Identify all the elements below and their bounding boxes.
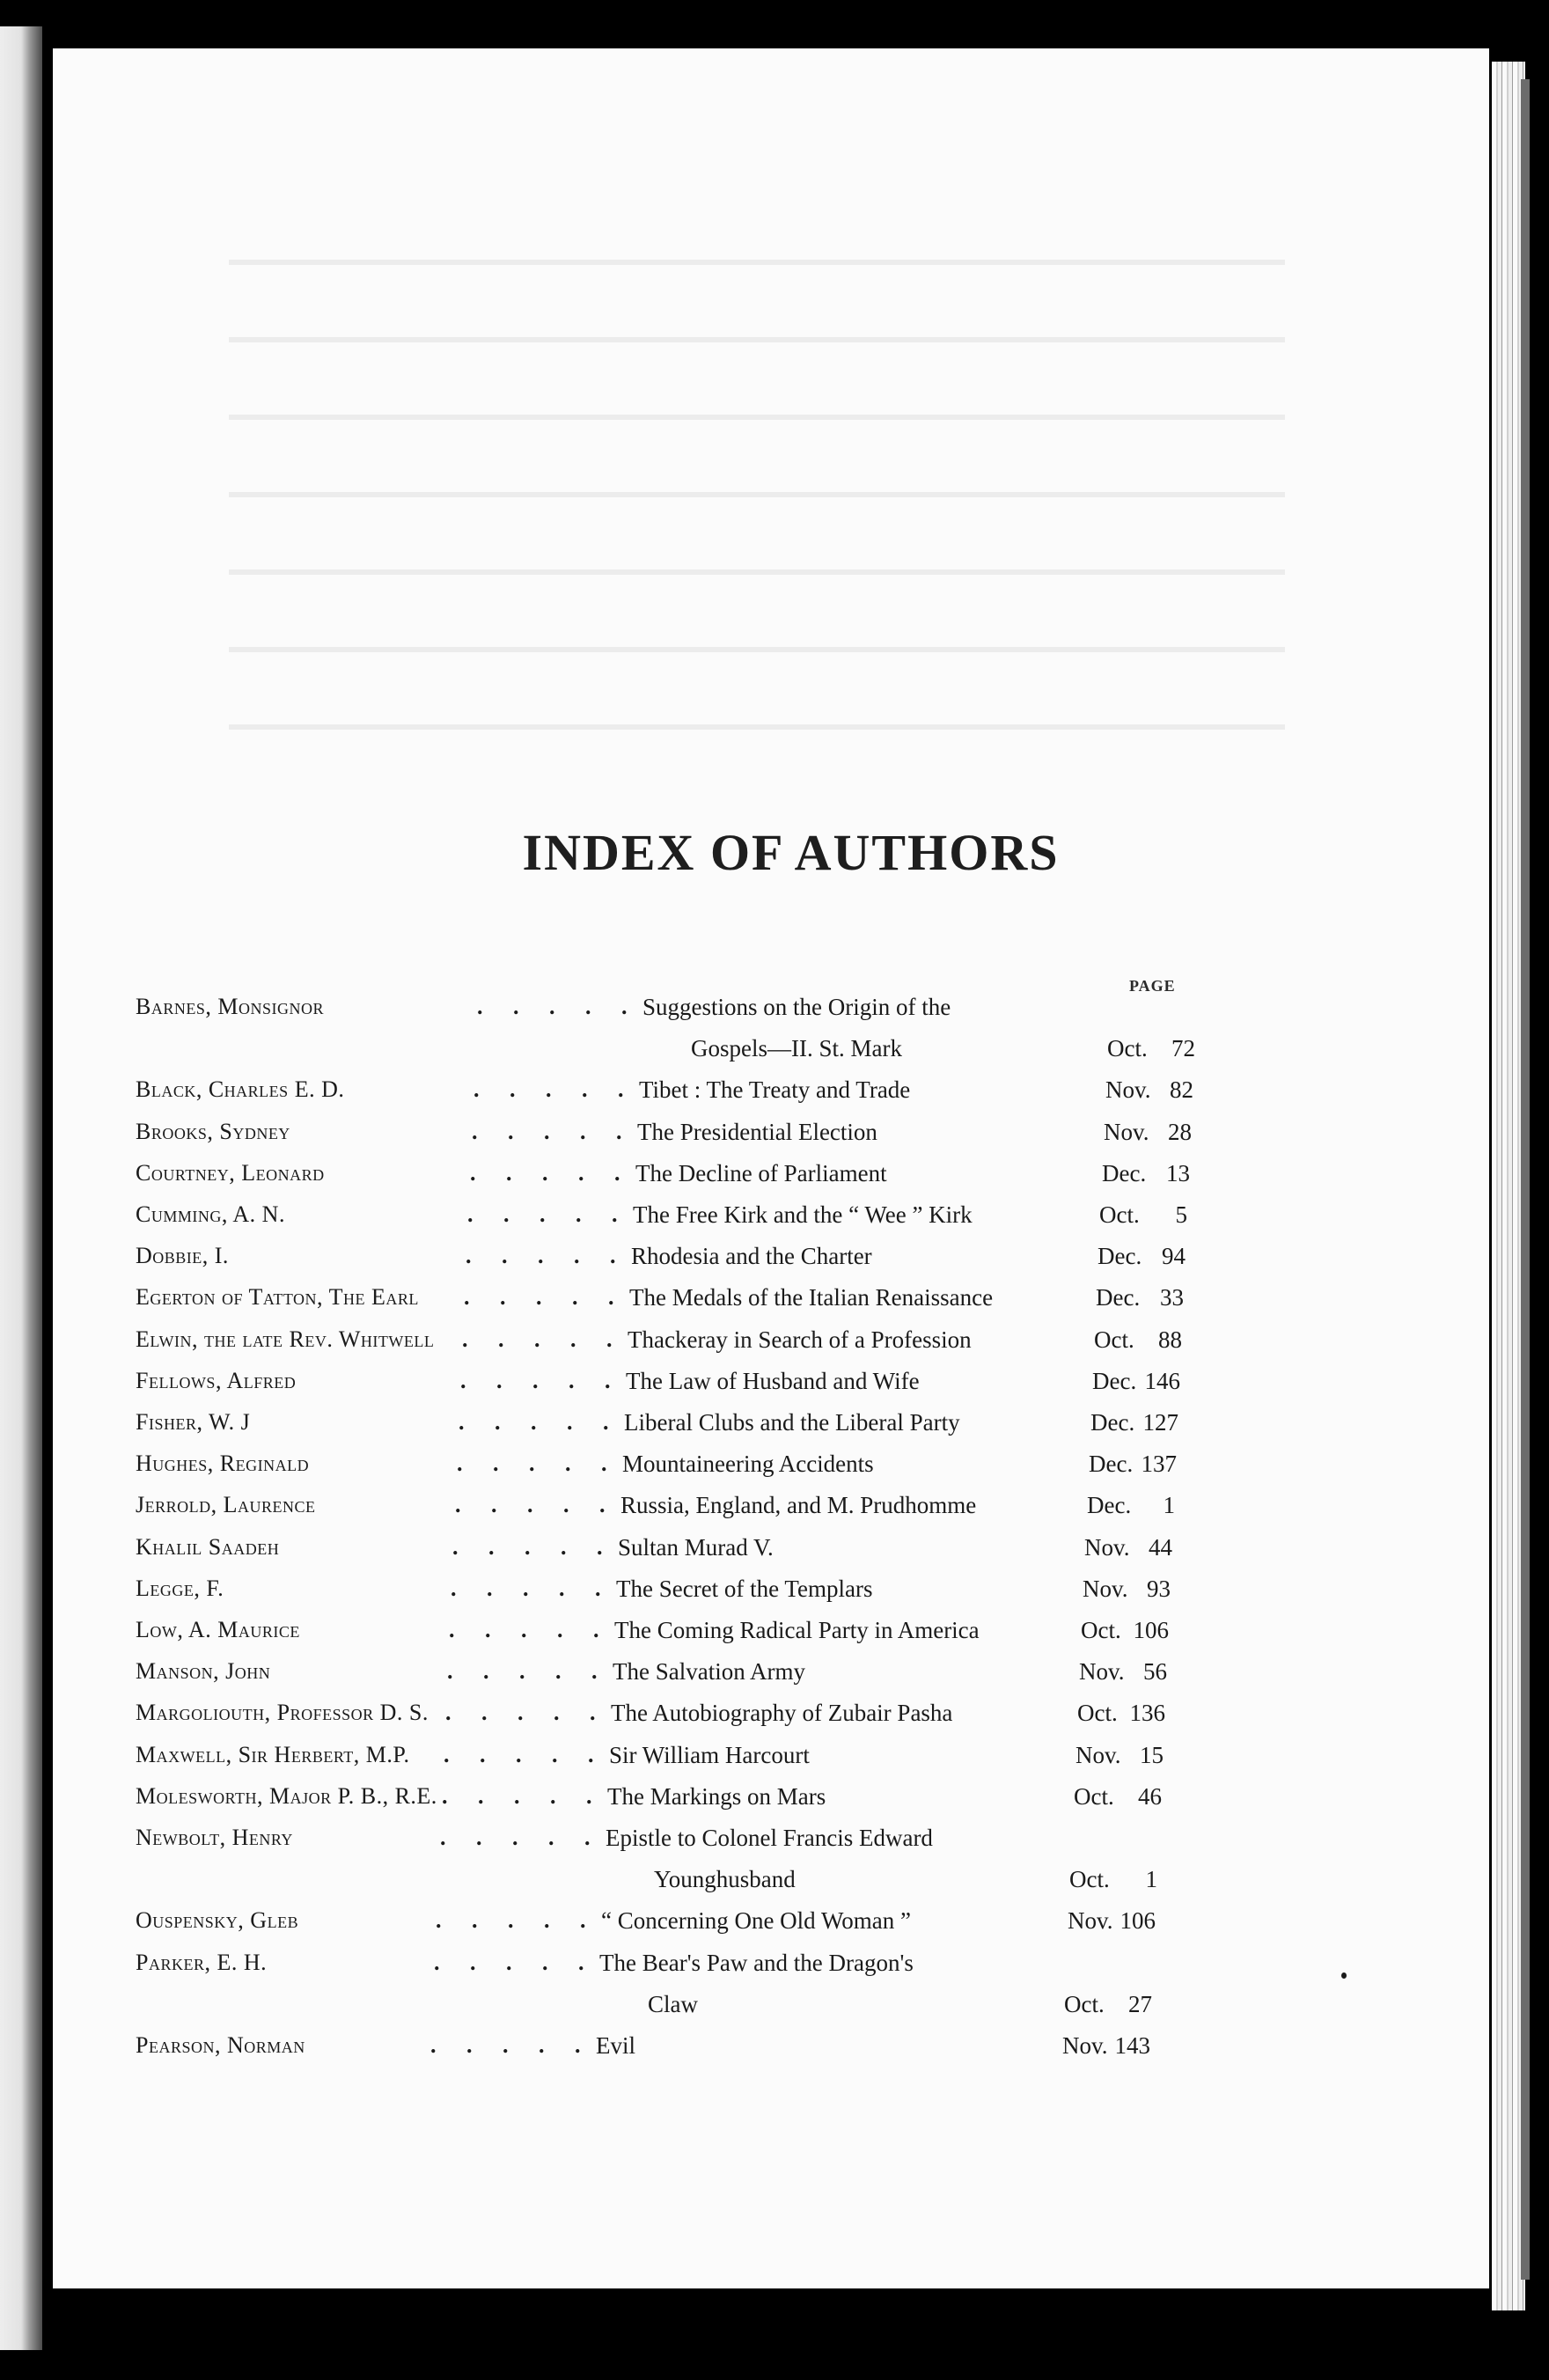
author-name: Ouspensky, Gleb bbox=[136, 1907, 299, 1934]
author-name: Low, A. Maurice bbox=[136, 1617, 300, 1642]
separator-dot: . bbox=[584, 1825, 603, 1850]
author-name: Dobbie, I. bbox=[136, 1243, 229, 1269]
index-entry-continued bbox=[53, 1991, 1489, 2030]
article-title: Sir William Harcourt bbox=[609, 1741, 810, 1768]
article-title: Evil bbox=[596, 2032, 635, 2059]
index-entry bbox=[53, 1783, 1489, 1822]
issue-month: Nov. bbox=[1068, 1907, 1113, 1935]
page-number: 93 bbox=[1147, 1575, 1171, 1602]
article-title: Rhodesia and the Charter bbox=[631, 1243, 872, 1270]
page-number: 1 bbox=[1145, 1866, 1157, 1893]
separator-dot: . bbox=[616, 1118, 635, 1144]
issue-month: Dec. bbox=[1089, 1451, 1134, 1478]
index-entry bbox=[53, 1368, 1489, 1407]
article-title-continued: Claw bbox=[648, 1990, 698, 2017]
author-index-list bbox=[53, 48, 1489, 2288]
author-name: Fisher, W. J bbox=[136, 1409, 251, 1435]
index-entry bbox=[53, 1658, 1489, 1697]
leader-dots: . . . . bbox=[470, 1159, 597, 1186]
author-name: Cumming, A. N. bbox=[136, 1201, 285, 1227]
issue-month: Dec. bbox=[1102, 1159, 1147, 1186]
page-number: 106 bbox=[1133, 1617, 1169, 1643]
index-entry bbox=[53, 1700, 1489, 1738]
separator-dot: . bbox=[612, 1201, 630, 1227]
separator-dot: . bbox=[586, 1782, 605, 1809]
separator-dot: . bbox=[601, 1451, 620, 1477]
issue-month: Oct. bbox=[1074, 1782, 1114, 1810]
author-name: Parker, E. H. bbox=[136, 1949, 268, 1975]
issue-month: Dec. bbox=[1096, 1284, 1141, 1311]
index-entry-continued bbox=[53, 1866, 1489, 1905]
article-title: Mountaineering Accidents bbox=[622, 1451, 874, 1478]
issue-month: Nov. bbox=[1075, 1741, 1121, 1768]
page-title: INDEX OF AUTHORS bbox=[522, 824, 1060, 881]
issue-month: Nov. bbox=[1105, 1076, 1151, 1104]
article-title: Suggestions on the Origin of the bbox=[642, 994, 951, 1020]
separator-dot: . bbox=[608, 1284, 627, 1311]
issue-month: Oct. bbox=[1077, 1700, 1118, 1727]
leader-dots: . . . . bbox=[457, 1451, 584, 1477]
leader-dots: . . . . bbox=[460, 1367, 587, 1393]
page-number: 137 bbox=[1141, 1451, 1177, 1478]
page-number: 146 bbox=[1144, 1367, 1180, 1394]
article-title: The Free Kirk and the “ Wee ” Kirk bbox=[633, 1201, 973, 1228]
page-number: 136 bbox=[1129, 1700, 1165, 1727]
article-title: Russia, England, and M. Prudhomme bbox=[620, 1492, 977, 1519]
issue-month: Nov. bbox=[1083, 1575, 1128, 1602]
article-title: The Coming Radical Party in America bbox=[614, 1617, 980, 1643]
leader-dots: . . . . bbox=[447, 1658, 574, 1685]
page-number: 13 bbox=[1166, 1159, 1190, 1186]
leader-dots: . . . . bbox=[467, 1201, 594, 1227]
leader-dots: . . . . bbox=[451, 1575, 577, 1601]
issue-month: Dec. bbox=[1098, 1243, 1142, 1270]
issue-month: Oct. bbox=[1069, 1866, 1110, 1893]
leader-dots: . . . . bbox=[452, 1533, 579, 1560]
article-title: Sultan Murad V. bbox=[618, 1533, 774, 1561]
article-title-continued: Younghusband bbox=[654, 1866, 796, 1893]
page-number: 33 bbox=[1160, 1284, 1184, 1311]
issue-month: Dec. bbox=[1087, 1492, 1132, 1519]
index-entry bbox=[53, 1907, 1489, 1946]
article-title: The Presidential Election bbox=[637, 1118, 877, 1145]
article-title: Epistle to Colonel Francis Edward bbox=[606, 1825, 933, 1851]
article-title: Tibet : The Treaty and Trade bbox=[639, 1076, 911, 1104]
leader-dots: . . . . bbox=[434, 1949, 561, 1975]
page-stack-shadow bbox=[1521, 79, 1530, 2280]
index-entry bbox=[53, 1119, 1489, 1157]
issue-month: Oct. bbox=[1081, 1617, 1121, 1643]
page-number: 44 bbox=[1149, 1533, 1172, 1561]
leader-dots: . . . . bbox=[442, 1782, 569, 1809]
leader-dots: . . . . bbox=[444, 1741, 570, 1767]
page-number: 82 bbox=[1170, 1076, 1193, 1104]
author-name: Jerrold, Laurence bbox=[136, 1492, 316, 1518]
separator-dot: . bbox=[614, 1159, 633, 1186]
issue-month: Dec. bbox=[1090, 1409, 1135, 1436]
index-entry bbox=[53, 1201, 1489, 1240]
index-entry bbox=[53, 1617, 1489, 1656]
page-number: 127 bbox=[1142, 1409, 1178, 1436]
article-title: The Medals of the Italian Renaissance bbox=[629, 1284, 994, 1311]
article-title: The Autobiography of Zubair Pasha bbox=[611, 1700, 953, 1727]
issue-month: Nov. bbox=[1104, 1118, 1149, 1145]
index-entry-continued bbox=[53, 1035, 1489, 1074]
issue-month: Oct. bbox=[1099, 1201, 1140, 1228]
leader-dots: . . . . bbox=[474, 1076, 600, 1103]
author-name: Molesworth, Major P. B., R.E. bbox=[136, 1782, 437, 1809]
index-entry bbox=[53, 1950, 1489, 1988]
author-name: Newbolt, Henry bbox=[136, 1825, 293, 1850]
article-title: Liberal Clubs and the Liberal Party bbox=[624, 1409, 960, 1436]
leader-dots: . . . . bbox=[472, 1118, 598, 1144]
article-title: The Markings on Mars bbox=[607, 1782, 826, 1810]
issue-month: Nov. bbox=[1062, 2032, 1108, 2059]
author-name: Margoliouth, Professor D. S. bbox=[136, 1700, 429, 1726]
index-entry bbox=[53, 1284, 1489, 1323]
index-entry bbox=[53, 1742, 1489, 1781]
index-entry bbox=[53, 1451, 1489, 1489]
index-entry bbox=[53, 1576, 1489, 1614]
separator-dot: . bbox=[590, 1700, 608, 1726]
article-title: The Decline of Parliament bbox=[635, 1159, 887, 1186]
author-name: Brooks, Sydney bbox=[136, 1118, 290, 1144]
index-entry bbox=[53, 1409, 1489, 1448]
ink-speck bbox=[1341, 1972, 1347, 1979]
page-number: 88 bbox=[1158, 1326, 1182, 1353]
page-column-header: PAGE bbox=[1129, 977, 1176, 995]
issue-month: Oct. bbox=[1064, 1990, 1105, 2017]
index-entry bbox=[53, 1492, 1489, 1531]
index-entry bbox=[53, 1825, 1489, 1863]
separator-dot: . bbox=[606, 1326, 625, 1352]
page-number: 5 bbox=[1175, 1201, 1187, 1228]
author-name: Egerton of Tatton, The Earl bbox=[136, 1284, 419, 1311]
index-entry bbox=[53, 1534, 1489, 1573]
leader-dots: . . . . bbox=[477, 994, 604, 1019]
book-page bbox=[53, 48, 1489, 2288]
leader-dots: . . . . bbox=[445, 1700, 572, 1726]
page-number: 143 bbox=[1114, 2032, 1150, 2059]
leader-dots: . . . . bbox=[464, 1284, 591, 1311]
page-number: 106 bbox=[1120, 1907, 1156, 1935]
author-name: Maxwell, Sir Herbert, M.P. bbox=[136, 1741, 410, 1767]
leader-dots: . . . . bbox=[430, 2032, 557, 2058]
author-name: Hughes, Reginald bbox=[136, 1451, 310, 1477]
index-entry bbox=[53, 2032, 1489, 2071]
separator-dot: . bbox=[610, 1243, 628, 1269]
article-title: The Bear's Paw and the Dragon's bbox=[599, 1949, 914, 1976]
separator-dot: . bbox=[605, 1367, 623, 1393]
page-number: 56 bbox=[1143, 1658, 1167, 1686]
issue-month: Dec. bbox=[1092, 1367, 1137, 1394]
issue-month: Oct. bbox=[1094, 1326, 1134, 1353]
author-name: Fellows, Alfred bbox=[136, 1367, 297, 1393]
page-number: 15 bbox=[1140, 1741, 1164, 1768]
left-page-edge bbox=[0, 26, 42, 2350]
article-title-continued: Gospels—II. St. Mark bbox=[691, 1035, 902, 1062]
article-title: The Law of Husband and Wife bbox=[626, 1367, 920, 1394]
index-entry bbox=[53, 1076, 1489, 1115]
page-number: 46 bbox=[1138, 1782, 1162, 1810]
author-name: Barnes, Monsignor bbox=[136, 994, 324, 1019]
leader-dots: . . . . bbox=[466, 1243, 592, 1269]
leader-dots: . . . . bbox=[459, 1409, 585, 1435]
separator-dot: . bbox=[578, 1949, 597, 1975]
author-name: Courtney, Leonard bbox=[136, 1159, 325, 1186]
author-name: Elwin, the late Rev. Whitwell bbox=[136, 1326, 435, 1352]
issue-month: Nov. bbox=[1084, 1533, 1130, 1561]
issue-month: Oct. bbox=[1107, 1035, 1148, 1062]
separator-dot: . bbox=[591, 1658, 610, 1685]
separator-dot: . bbox=[599, 1492, 618, 1518]
page-number: 27 bbox=[1128, 1990, 1152, 2017]
index-entry bbox=[53, 1326, 1489, 1365]
article-title: The Secret of the Templars bbox=[616, 1575, 873, 1602]
leader-dots: . . . . bbox=[455, 1492, 582, 1518]
page-number: 72 bbox=[1171, 1035, 1195, 1062]
separator-dot: . bbox=[603, 1409, 621, 1435]
leader-dots: . . . . bbox=[436, 1907, 562, 1934]
article-title: The Salvation Army bbox=[613, 1658, 805, 1686]
article-title: “ Concerning One Old Woman ” bbox=[601, 1907, 911, 1935]
separator-dot: . bbox=[595, 1575, 613, 1601]
separator-dot: . bbox=[575, 2032, 593, 2058]
index-entry bbox=[53, 1160, 1489, 1199]
separator-dot: . bbox=[593, 1617, 612, 1642]
author-name: Khalil Saadeh bbox=[136, 1533, 280, 1560]
leader-dots: . . . . bbox=[462, 1326, 589, 1352]
separator-dot: . bbox=[588, 1741, 606, 1767]
leader-dots: . . . . bbox=[440, 1825, 567, 1850]
author-name: Manson, John bbox=[136, 1658, 271, 1685]
author-name: Black, Charles E. D. bbox=[136, 1076, 345, 1103]
author-name: Pearson, Norman bbox=[136, 2032, 305, 2058]
separator-dot: . bbox=[597, 1533, 615, 1560]
page-number: 94 bbox=[1162, 1243, 1186, 1270]
leader-dots: . . . . bbox=[449, 1617, 576, 1642]
separator-dot: . bbox=[580, 1907, 598, 1934]
author-name: Legge, F. bbox=[136, 1575, 224, 1601]
separator-dot: . bbox=[621, 994, 640, 1019]
index-entry bbox=[53, 1243, 1489, 1282]
separator-dot: . bbox=[618, 1076, 636, 1103]
article-title: Thackeray in Search of a Profession bbox=[628, 1326, 972, 1353]
index-entry bbox=[53, 994, 1489, 1032]
page-number: 28 bbox=[1168, 1118, 1192, 1145]
page-number: 1 bbox=[1163, 1492, 1175, 1519]
issue-month: Nov. bbox=[1079, 1658, 1125, 1686]
